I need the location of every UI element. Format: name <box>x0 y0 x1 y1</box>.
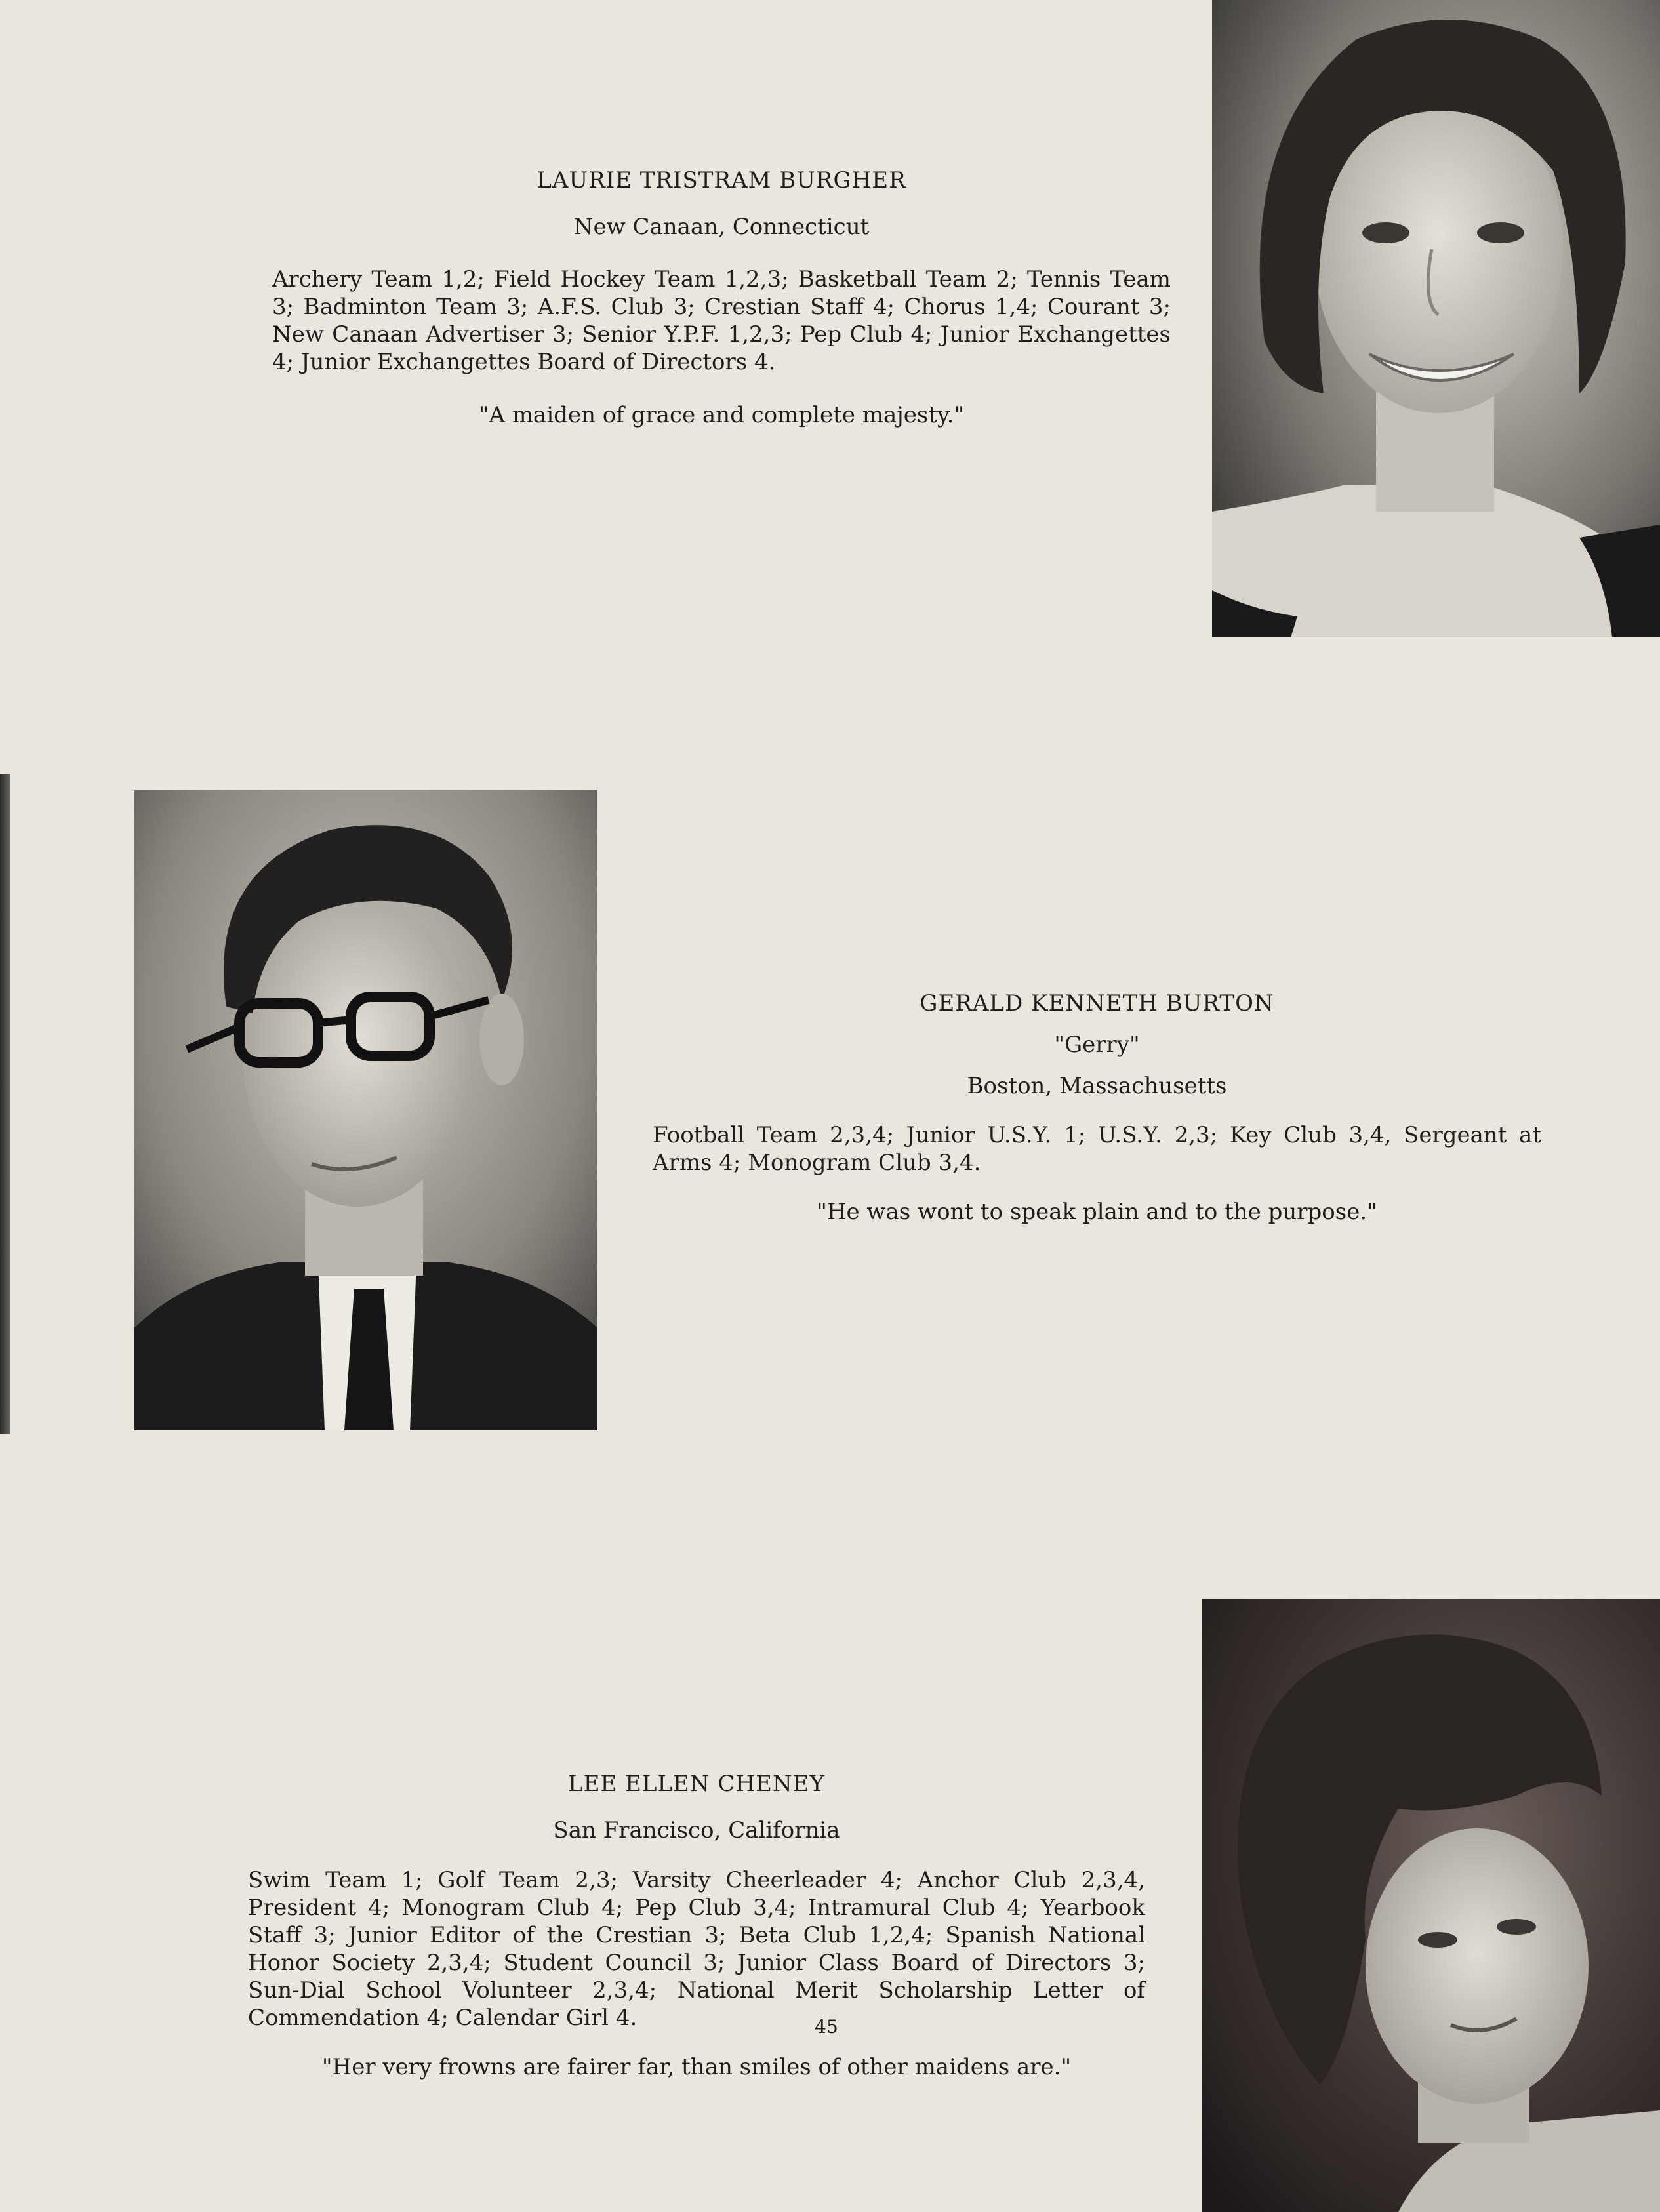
facing-page-edge <box>0 774 10 1434</box>
student-activities: Swim Team 1; Golf Team 2,3; Varsity Cheerleader 4; Anchor Club 2,3,4, President 4; Monogram Club 4; Pep Club 3,4; Intramural Club 4; Yearbook Staff 3; Junior Editor of the Crestian 3; Beta Club 1,2,4; Spanish National Honor Society 2,3,4; Student Council 3; Junior Class Board of Directors 3; Sun-Dial School Volunteer 2,3,4; National Merit Scholarship Letter of Commendation 4; Calendar Girl 4. <box>248 1866 1145 2031</box>
student-entry-cheney <box>248 1771 1145 2080</box>
student-quote: "A maiden of grace and complete majesty." <box>478 401 965 428</box>
student-hometown: San Francisco, California <box>553 1817 840 1843</box>
student-entry-burton <box>653 990 1541 1226</box>
student-name: LAURIE TRISTRAM BURGHER <box>536 167 906 193</box>
student-nickname: "Gerry" <box>1054 1031 1140 1058</box>
portrait-photo-burgher <box>1212 0 1660 637</box>
student-name: GERALD KENNETH BURTON <box>920 990 1274 1016</box>
portrait-photo-cheney <box>1202 1599 1660 2212</box>
student-entry-burgher <box>272 167 1171 428</box>
portrait-photo-burton <box>134 790 597 1430</box>
student-hometown: New Canaan, Connecticut <box>573 213 870 240</box>
student-name: LEE ELLEN CHENEY <box>568 1771 825 1797</box>
student-hometown: Boston, Massachusetts <box>967 1072 1227 1099</box>
student-quote: "He was wont to speak plain and to the purpose." <box>817 1199 1377 1226</box>
student-activities: Football Team 2,3,4; Junior U.S.Y. 1; U.S.Y. 2,3; Key Club 3,4, Sergeant at Arms 4; Monogram Club 3,4. <box>653 1122 1541 1176</box>
page-number: 45 <box>815 2016 838 2038</box>
student-activities: Archery Team 1,2; Field Hockey Team 1,2,3; Basketball Team 2; Tennis Team 3; Badminton Team 3; A.F.S. Club 3; Crestian Staff 4; Chorus 1,4; Courant 3; New Canaan Advertiser 3; Senior Y.P.F. 1,2,3; Pep Club 4; Junior Exchangettes 4; Junior Exchangettes Board of Directors 4. <box>272 266 1171 375</box>
student-quote: "Her very frowns are fairer far, than smiles of other maidens are." <box>321 2053 1072 2080</box>
